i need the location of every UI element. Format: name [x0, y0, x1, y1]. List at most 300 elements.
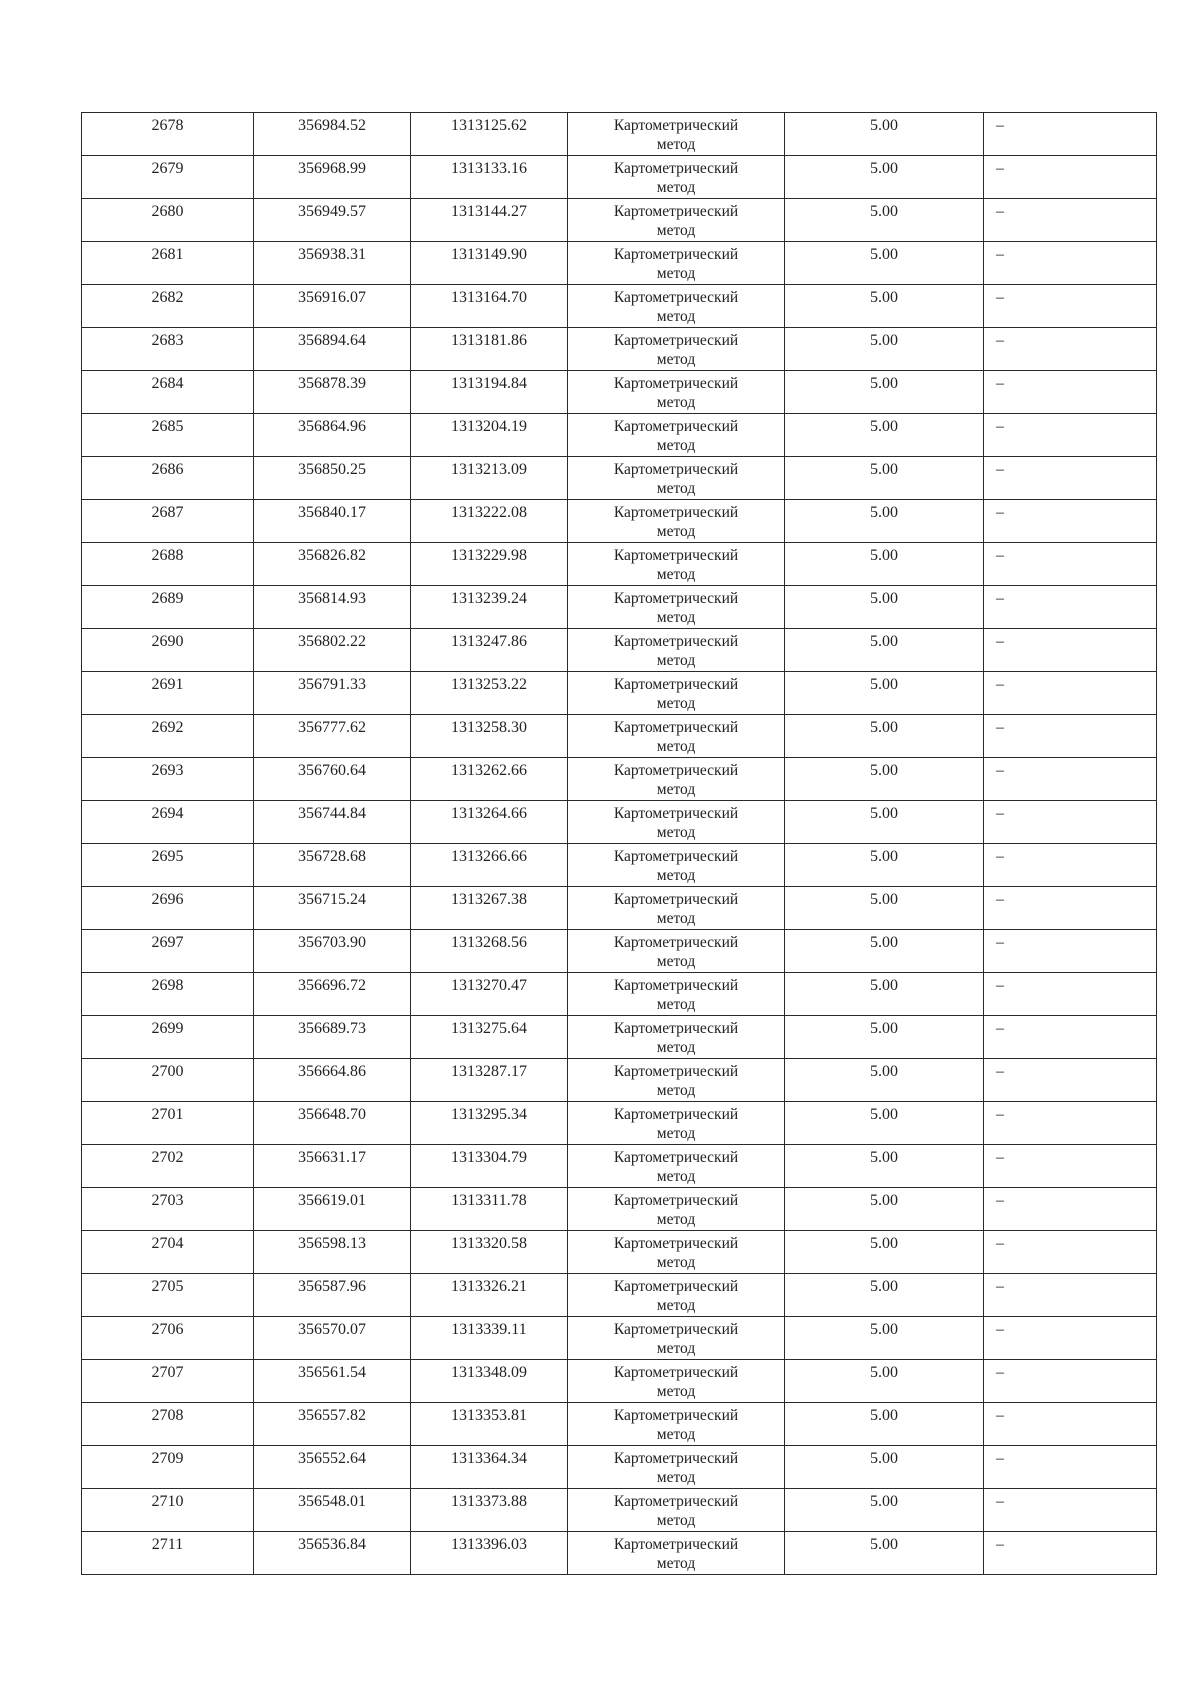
point-number-cell: 2692	[82, 715, 254, 758]
note-cell: –	[984, 930, 1157, 973]
accuracy-cell: 5.00	[785, 1446, 984, 1489]
table-row	[82, 930, 1157, 973]
point-number-cell: 2688	[82, 543, 254, 586]
point-number-cell: 2679	[82, 156, 254, 199]
method-line-2: метод	[656, 867, 696, 884]
table-row	[82, 1016, 1157, 1059]
y-coordinate-cell: 1313213.09	[411, 457, 568, 500]
method-cell	[568, 1274, 785, 1317]
table-row	[82, 113, 1157, 156]
note-cell: –	[984, 1532, 1157, 1575]
x-coordinate-cell: 356715.24	[254, 887, 411, 930]
method-line-2: метод	[656, 738, 696, 755]
note-cell: –	[984, 758, 1157, 801]
point-number-cell: 2693	[82, 758, 254, 801]
y-coordinate-cell: 1313264.66	[411, 801, 568, 844]
method-line-2: метод	[656, 1039, 696, 1056]
method-cell	[568, 1059, 785, 1102]
table-row	[82, 371, 1157, 414]
note-cell: –	[984, 1016, 1157, 1059]
note-cell: –	[984, 242, 1157, 285]
table-row	[82, 586, 1157, 629]
point-number-cell: 2704	[82, 1231, 254, 1274]
method-line-2: метод	[656, 1082, 696, 1099]
method-cell	[568, 1403, 785, 1446]
table-row	[82, 457, 1157, 500]
method-cell	[568, 242, 785, 285]
method-cell	[568, 543, 785, 586]
y-coordinate-cell: 1313364.34	[411, 1446, 568, 1489]
point-number-cell: 2695	[82, 844, 254, 887]
note-cell: –	[984, 844, 1157, 887]
method-cell	[568, 844, 785, 887]
x-coordinate-cell: 356598.13	[254, 1231, 411, 1274]
table-row	[82, 1403, 1157, 1446]
accuracy-cell: 5.00	[785, 1489, 984, 1532]
method-line-1: Картометрический	[613, 375, 739, 392]
table-row	[82, 1274, 1157, 1317]
x-coordinate-cell: 356777.62	[254, 715, 411, 758]
note-cell: –	[984, 199, 1157, 242]
method-line-1: Картометрический	[613, 246, 739, 263]
table-body	[82, 113, 1157, 1575]
method-line-2: метод	[656, 1469, 696, 1486]
accuracy-cell: 5.00	[785, 242, 984, 285]
x-coordinate-cell: 356916.07	[254, 285, 411, 328]
method-line-1: Картометрический	[613, 1020, 739, 1037]
method-line-1: Картометрический	[613, 1407, 739, 1424]
x-coordinate-cell: 356703.90	[254, 930, 411, 973]
point-number-cell: 2691	[82, 672, 254, 715]
method-line-2: метод	[656, 437, 696, 454]
method-cell	[568, 1317, 785, 1360]
method-line-2: метод	[656, 222, 696, 239]
method-line-2: метод	[656, 1512, 696, 1529]
method-line-1: Картометрический	[613, 676, 739, 693]
x-coordinate-cell: 356802.22	[254, 629, 411, 672]
method-line-2: метод	[656, 1297, 696, 1314]
table-row	[82, 199, 1157, 242]
table-row	[82, 973, 1157, 1016]
accuracy-cell: 5.00	[785, 1016, 984, 1059]
x-coordinate-cell: 356850.25	[254, 457, 411, 500]
table-row	[82, 715, 1157, 758]
method-line-1: Картометрический	[613, 1450, 739, 1467]
x-coordinate-cell: 356840.17	[254, 500, 411, 543]
x-coordinate-cell: 356984.52	[254, 113, 411, 156]
y-coordinate-cell: 1313268.56	[411, 930, 568, 973]
method-line-1: Картометрический	[613, 891, 739, 908]
y-coordinate-cell: 1313311.78	[411, 1188, 568, 1231]
accuracy-cell: 5.00	[785, 1317, 984, 1360]
accuracy-cell: 5.00	[785, 930, 984, 973]
method-line-2: метод	[656, 1211, 696, 1228]
y-coordinate-cell: 1313204.19	[411, 414, 568, 457]
x-coordinate-cell: 356587.96	[254, 1274, 411, 1317]
note-cell: –	[984, 1145, 1157, 1188]
point-number-cell: 2697	[82, 930, 254, 973]
y-coordinate-cell: 1313287.17	[411, 1059, 568, 1102]
method-line-2: метод	[656, 1168, 696, 1185]
point-number-cell: 2682	[82, 285, 254, 328]
point-number-cell: 2699	[82, 1016, 254, 1059]
coordinates-table	[81, 112, 1157, 1575]
table-row	[82, 328, 1157, 371]
method-cell	[568, 371, 785, 414]
accuracy-cell: 5.00	[785, 887, 984, 930]
method-line-2: метод	[656, 1555, 696, 1572]
x-coordinate-cell: 356664.86	[254, 1059, 411, 1102]
accuracy-cell: 5.00	[785, 1145, 984, 1188]
method-line-1: Картометрический	[613, 1063, 739, 1080]
method-line-1: Картометрический	[613, 547, 739, 564]
method-cell	[568, 500, 785, 543]
method-line-1: Картометрический	[613, 289, 739, 306]
method-cell	[568, 1188, 785, 1231]
note-cell: –	[984, 1403, 1157, 1446]
y-coordinate-cell: 1313270.47	[411, 973, 568, 1016]
note-cell: –	[984, 156, 1157, 199]
accuracy-cell: 5.00	[785, 672, 984, 715]
accuracy-cell: 5.00	[785, 1188, 984, 1231]
y-coordinate-cell: 1313320.58	[411, 1231, 568, 1274]
accuracy-cell: 5.00	[785, 285, 984, 328]
accuracy-cell: 5.00	[785, 1231, 984, 1274]
accuracy-cell: 5.00	[785, 1059, 984, 1102]
method-line-1: Картометрический	[613, 160, 739, 177]
accuracy-cell: 5.00	[785, 113, 984, 156]
method-line-1: Картометрический	[613, 848, 739, 865]
method-line-2: метод	[656, 523, 696, 540]
point-number-cell: 2684	[82, 371, 254, 414]
method-line-1: Картометрический	[613, 719, 739, 736]
table-row	[82, 1532, 1157, 1575]
note-cell: –	[984, 973, 1157, 1016]
y-coordinate-cell: 1313373.88	[411, 1489, 568, 1532]
method-cell	[568, 629, 785, 672]
y-coordinate-cell: 1313164.70	[411, 285, 568, 328]
point-number-cell: 2689	[82, 586, 254, 629]
x-coordinate-cell: 356696.72	[254, 973, 411, 1016]
method-line-2: метод	[656, 480, 696, 497]
method-line-2: метод	[656, 1383, 696, 1400]
table-row	[82, 887, 1157, 930]
point-number-cell: 2683	[82, 328, 254, 371]
y-coordinate-cell: 1313194.84	[411, 371, 568, 414]
method-cell	[568, 672, 785, 715]
y-coordinate-cell: 1313275.64	[411, 1016, 568, 1059]
x-coordinate-cell: 356949.57	[254, 199, 411, 242]
table-row	[82, 1360, 1157, 1403]
note-cell: –	[984, 1360, 1157, 1403]
y-coordinate-cell: 1313239.24	[411, 586, 568, 629]
y-coordinate-cell: 1313258.30	[411, 715, 568, 758]
method-line-1: Картометрический	[613, 504, 739, 521]
method-line-2: метод	[656, 910, 696, 927]
method-line-2: метод	[656, 265, 696, 282]
method-cell	[568, 1489, 785, 1532]
method-line-1: Картометрический	[613, 762, 739, 779]
note-cell: –	[984, 371, 1157, 414]
method-line-2: метод	[656, 1125, 696, 1142]
point-number-cell: 2696	[82, 887, 254, 930]
point-number-cell: 2702	[82, 1145, 254, 1188]
x-coordinate-cell: 356826.82	[254, 543, 411, 586]
point-number-cell: 2710	[82, 1489, 254, 1532]
y-coordinate-cell: 1313396.03	[411, 1532, 568, 1575]
accuracy-cell: 5.00	[785, 543, 984, 586]
note-cell: –	[984, 543, 1157, 586]
method-line-1: Картометрический	[613, 633, 739, 650]
point-number-cell: 2694	[82, 801, 254, 844]
note-cell: –	[984, 414, 1157, 457]
point-number-cell: 2681	[82, 242, 254, 285]
method-cell	[568, 457, 785, 500]
y-coordinate-cell: 1313181.86	[411, 328, 568, 371]
method-line-2: метод	[656, 1254, 696, 1271]
table-row	[82, 1489, 1157, 1532]
note-cell: –	[984, 801, 1157, 844]
table-row	[82, 844, 1157, 887]
method-line-1: Картометрический	[613, 332, 739, 349]
note-cell: –	[984, 1059, 1157, 1102]
point-number-cell: 2707	[82, 1360, 254, 1403]
x-coordinate-cell: 356760.64	[254, 758, 411, 801]
x-coordinate-cell: 356536.84	[254, 1532, 411, 1575]
accuracy-cell: 5.00	[785, 629, 984, 672]
accuracy-cell: 5.00	[785, 715, 984, 758]
method-cell	[568, 1360, 785, 1403]
method-line-1: Картометрический	[613, 1192, 739, 1209]
method-line-2: метод	[656, 996, 696, 1013]
note-cell: –	[984, 1102, 1157, 1145]
method-line-1: Картометрический	[613, 1536, 739, 1553]
method-line-2: метод	[656, 136, 696, 153]
method-cell	[568, 758, 785, 801]
note-cell: –	[984, 672, 1157, 715]
method-line-2: метод	[656, 652, 696, 669]
method-cell	[568, 156, 785, 199]
method-line-1: Картометрический	[613, 977, 739, 994]
point-number-cell: 2711	[82, 1532, 254, 1575]
y-coordinate-cell: 1313149.90	[411, 242, 568, 285]
accuracy-cell: 5.00	[785, 973, 984, 1016]
point-number-cell: 2701	[82, 1102, 254, 1145]
y-coordinate-cell: 1313262.66	[411, 758, 568, 801]
method-cell	[568, 801, 785, 844]
method-line-1: Картометрический	[613, 1364, 739, 1381]
point-number-cell: 2709	[82, 1446, 254, 1489]
point-number-cell: 2686	[82, 457, 254, 500]
method-line-1: Картометрический	[613, 1106, 739, 1123]
method-cell	[568, 930, 785, 973]
y-coordinate-cell: 1313144.27	[411, 199, 568, 242]
x-coordinate-cell: 356548.01	[254, 1489, 411, 1532]
accuracy-cell: 5.00	[785, 1102, 984, 1145]
accuracy-cell: 5.00	[785, 1532, 984, 1575]
method-line-1: Картометрический	[613, 1278, 739, 1295]
point-number-cell: 2687	[82, 500, 254, 543]
x-coordinate-cell: 356744.84	[254, 801, 411, 844]
x-coordinate-cell: 356648.70	[254, 1102, 411, 1145]
method-line-2: метод	[656, 609, 696, 626]
y-coordinate-cell: 1313222.08	[411, 500, 568, 543]
note-cell: –	[984, 1231, 1157, 1274]
method-cell	[568, 328, 785, 371]
method-line-1: Картометрический	[613, 805, 739, 822]
method-line-1: Картометрический	[613, 1493, 739, 1510]
method-line-2: метод	[656, 394, 696, 411]
note-cell: –	[984, 715, 1157, 758]
y-coordinate-cell: 1313253.22	[411, 672, 568, 715]
x-coordinate-cell: 356968.99	[254, 156, 411, 199]
method-line-2: метод	[656, 308, 696, 325]
method-line-2: метод	[656, 824, 696, 841]
y-coordinate-cell: 1313295.34	[411, 1102, 568, 1145]
x-coordinate-cell: 356814.93	[254, 586, 411, 629]
accuracy-cell: 5.00	[785, 156, 984, 199]
table-row	[82, 242, 1157, 285]
x-coordinate-cell: 356864.96	[254, 414, 411, 457]
y-coordinate-cell: 1313229.98	[411, 543, 568, 586]
accuracy-cell: 5.00	[785, 1274, 984, 1317]
note-cell: –	[984, 457, 1157, 500]
y-coordinate-cell: 1313348.09	[411, 1360, 568, 1403]
method-line-2: метод	[656, 351, 696, 368]
method-line-1: Картометрический	[613, 590, 739, 607]
method-cell	[568, 887, 785, 930]
x-coordinate-cell: 356894.64	[254, 328, 411, 371]
accuracy-cell: 5.00	[785, 801, 984, 844]
table-row	[82, 629, 1157, 672]
note-cell: –	[984, 113, 1157, 156]
note-cell: –	[984, 887, 1157, 930]
accuracy-cell: 5.00	[785, 1403, 984, 1446]
note-cell: –	[984, 1274, 1157, 1317]
table-row	[82, 801, 1157, 844]
accuracy-cell: 5.00	[785, 414, 984, 457]
point-number-cell: 2685	[82, 414, 254, 457]
note-cell: –	[984, 1446, 1157, 1489]
method-line-2: метод	[656, 1340, 696, 1357]
table-row	[82, 1102, 1157, 1145]
x-coordinate-cell: 356878.39	[254, 371, 411, 414]
x-coordinate-cell: 356728.68	[254, 844, 411, 887]
method-line-1: Картометрический	[613, 117, 739, 134]
y-coordinate-cell: 1313326.21	[411, 1274, 568, 1317]
method-line-2: метод	[656, 781, 696, 798]
table-row	[82, 1317, 1157, 1360]
accuracy-cell: 5.00	[785, 844, 984, 887]
x-coordinate-cell: 356570.07	[254, 1317, 411, 1360]
table-row	[82, 1446, 1157, 1489]
method-cell	[568, 1532, 785, 1575]
table-row	[82, 1188, 1157, 1231]
table-row	[82, 156, 1157, 199]
note-cell: –	[984, 285, 1157, 328]
point-number-cell: 2703	[82, 1188, 254, 1231]
accuracy-cell: 5.00	[785, 500, 984, 543]
method-cell	[568, 973, 785, 1016]
note-cell: –	[984, 500, 1157, 543]
note-cell: –	[984, 586, 1157, 629]
accuracy-cell: 5.00	[785, 371, 984, 414]
method-line-1: Картометрический	[613, 461, 739, 478]
table-row	[82, 500, 1157, 543]
x-coordinate-cell: 356561.54	[254, 1360, 411, 1403]
table-row	[82, 672, 1157, 715]
method-line-2: метод	[656, 695, 696, 712]
table-row	[82, 1059, 1157, 1102]
y-coordinate-cell: 1313125.62	[411, 113, 568, 156]
accuracy-cell: 5.00	[785, 1360, 984, 1403]
method-cell	[568, 715, 785, 758]
y-coordinate-cell: 1313304.79	[411, 1145, 568, 1188]
method-cell	[568, 199, 785, 242]
point-number-cell: 2678	[82, 113, 254, 156]
method-cell	[568, 414, 785, 457]
y-coordinate-cell: 1313266.66	[411, 844, 568, 887]
x-coordinate-cell: 356938.31	[254, 242, 411, 285]
point-number-cell: 2700	[82, 1059, 254, 1102]
table-row	[82, 1231, 1157, 1274]
point-number-cell: 2680	[82, 199, 254, 242]
note-cell: –	[984, 1188, 1157, 1231]
method-cell	[568, 1446, 785, 1489]
y-coordinate-cell: 1313247.86	[411, 629, 568, 672]
table-row	[82, 758, 1157, 801]
x-coordinate-cell: 356619.01	[254, 1188, 411, 1231]
note-cell: –	[984, 1489, 1157, 1532]
x-coordinate-cell: 356557.82	[254, 1403, 411, 1446]
table-row	[82, 285, 1157, 328]
y-coordinate-cell: 1313353.81	[411, 1403, 568, 1446]
method-cell	[568, 1016, 785, 1059]
x-coordinate-cell: 356631.17	[254, 1145, 411, 1188]
method-cell	[568, 1231, 785, 1274]
note-cell: –	[984, 629, 1157, 672]
point-number-cell: 2708	[82, 1403, 254, 1446]
x-coordinate-cell: 356689.73	[254, 1016, 411, 1059]
method-line-1: Картометрический	[613, 934, 739, 951]
method-cell	[568, 285, 785, 328]
y-coordinate-cell: 1313339.11	[411, 1317, 568, 1360]
method-cell	[568, 113, 785, 156]
method-line-1: Картометрический	[613, 1149, 739, 1166]
accuracy-cell: 5.00	[785, 199, 984, 242]
accuracy-cell: 5.00	[785, 758, 984, 801]
method-cell	[568, 586, 785, 629]
accuracy-cell: 5.00	[785, 328, 984, 371]
accuracy-cell: 5.00	[785, 457, 984, 500]
y-coordinate-cell: 1313133.16	[411, 156, 568, 199]
point-number-cell: 2706	[82, 1317, 254, 1360]
method-cell	[568, 1145, 785, 1188]
point-number-cell: 2698	[82, 973, 254, 1016]
note-cell: –	[984, 1317, 1157, 1360]
method-line-2: метод	[656, 1426, 696, 1443]
y-coordinate-cell: 1313267.38	[411, 887, 568, 930]
accuracy-cell: 5.00	[785, 586, 984, 629]
method-line-1: Картометрический	[613, 203, 739, 220]
point-number-cell: 2705	[82, 1274, 254, 1317]
method-line-1: Картометрический	[613, 418, 739, 435]
method-line-2: метод	[656, 566, 696, 583]
method-line-1: Картометрический	[613, 1321, 739, 1338]
x-coordinate-cell: 356791.33	[254, 672, 411, 715]
method-cell	[568, 1102, 785, 1145]
table-row	[82, 1145, 1157, 1188]
